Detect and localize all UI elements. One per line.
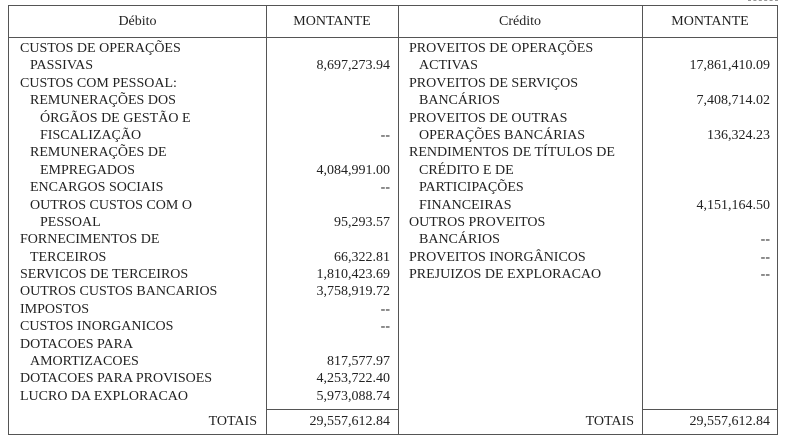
debit-totals-value: 29,557,612.84	[309, 414, 390, 429]
debit-item-label: CUSTOS INORGANICOS	[20, 319, 174, 335]
debit-item-label: PASSIVAS	[30, 58, 94, 74]
debit-item-label: LUCRO DA EXPLORACAO	[20, 388, 189, 404]
spacer	[266, 110, 390, 127]
debit-item-amount: --	[380, 301, 390, 317]
debit-labels	[9, 40, 266, 405]
profit-loss-table	[8, 5, 778, 435]
debit-item-label: FORNECIMENTOS DE	[20, 232, 160, 248]
credit-item-label: BANCÁRIOS	[419, 93, 500, 109]
spacer	[266, 336, 390, 353]
debit-item-amount: 4,253,722.40	[316, 371, 390, 387]
credit-item-label: BANCÁRIOS	[419, 232, 500, 248]
debit-item-label: OUTROS CUSTOS COM O	[30, 197, 192, 213]
debit-item-label: FISCALIZAÇÃO	[40, 127, 142, 143]
scan-mark	[748, 0, 778, 1]
spacer	[266, 40, 390, 57]
spacer	[642, 75, 770, 92]
spacer	[266, 231, 390, 248]
credit-item-label: PROVEITOS DE OUTRAS	[409, 110, 568, 126]
debit-item-label: IMPOSTOS	[20, 301, 89, 317]
debit-item-amount: 66,322.81	[334, 249, 390, 265]
credit-item-amount: 136,324.23	[707, 127, 770, 143]
credit-item-amount: --	[760, 249, 770, 265]
debit-item-label: ENCARGOS SOCIAIS	[30, 180, 164, 196]
debit-item-label: ÓRGÃOS DE GESTÃO E	[40, 110, 191, 126]
debit-item-label: OUTROS CUSTOS BANCARIOS	[20, 284, 218, 300]
header-credit-amount: MONTANTE	[671, 14, 749, 29]
header-debit: Débito	[118, 14, 157, 29]
credit-item-amount: 17,861,410.09	[689, 58, 770, 74]
debit-item-amount: --	[380, 319, 390, 335]
header-credit: Crédito	[499, 14, 541, 29]
debit-item-label: REMUNERAÇÕES DE	[30, 145, 167, 161]
spacer	[642, 110, 770, 127]
debit-item-label: TERCEIROS	[30, 249, 107, 265]
credit-item-label: PROVEITOS INORGÂNICOS	[409, 249, 586, 265]
spacer	[266, 92, 390, 109]
debit-item-amount: 3,758,919.72	[316, 284, 390, 300]
debit-item-amount: 1,810,423.69	[316, 267, 390, 283]
credit-labels	[398, 40, 642, 283]
spacer	[642, 144, 770, 161]
debit-item-label: PESSOAL	[40, 214, 101, 230]
debit-item-label: SERVICOS DE TERCEIROS	[20, 267, 189, 283]
credit-item-label: OUTROS PROVEITOS	[409, 214, 546, 230]
debit-item-amount: 817,577.97	[327, 354, 390, 370]
credit-item-amount: --	[760, 232, 770, 248]
spacer	[642, 179, 770, 196]
credit-totals-label: TOTAIS	[585, 414, 634, 429]
debit-item-label: DOTACOES PARA PROVISOES	[20, 371, 213, 387]
header-debit-amount: MONTANTE	[293, 14, 371, 29]
credit-item-amount: 4,151,164.50	[696, 197, 770, 213]
credit-item-amount: 7,408,714.02	[696, 93, 770, 109]
credit-item-label: PROVEITOS DE SERVIÇOS	[409, 75, 578, 91]
debit-item-amount: 95,293.57	[334, 214, 390, 230]
debit-item-amount: 5,973,088.74	[316, 388, 390, 404]
header-divider	[9, 37, 777, 38]
spacer	[266, 144, 390, 161]
credit-amounts	[642, 40, 770, 283]
debit-item-amount: --	[380, 180, 390, 196]
debit-item-label: CUSTOS DE OPERAÇÕES	[20, 41, 181, 56]
debit-amounts	[266, 40, 390, 405]
credit-item-label: OPERAÇÕES BANCÁRIAS	[419, 127, 586, 143]
debit-item-amount	[266, 75, 390, 92]
debit-item-label: DOTACOES PARA	[20, 336, 134, 352]
spacer	[642, 162, 770, 179]
credit-item-label: FINANCEIRAS	[419, 197, 512, 213]
spacer	[642, 214, 770, 231]
credit-item-label: PROVEITOS DE OPERAÇÕES	[409, 41, 594, 56]
debit-totals-label: TOTAIS	[208, 414, 257, 429]
debit-item-amount: 4,084,991.00	[316, 162, 390, 178]
debit-item-label: EMPREGADOS	[40, 162, 135, 178]
spacer	[266, 197, 390, 214]
credit-item-label: CRÉDITO E DE	[419, 162, 514, 178]
debit-item-label: REMUNERAÇÕES DOS	[30, 93, 176, 109]
debit-item-label: CUSTOS COM PESSOAL:	[20, 75, 177, 91]
debit-item-label: AMORTIZACOES	[30, 354, 139, 370]
credit-item-label: PARTICIPAÇÕES	[419, 180, 524, 196]
credit-item-label: ACTIVAS	[419, 58, 478, 74]
debit-item-amount: --	[380, 127, 390, 143]
credit-item-label: RENDIMENTOS DE TÍTULOS DE	[409, 145, 615, 161]
debit-item-amount: 8,697,273.94	[316, 58, 390, 74]
credit-totals-value: 29,557,612.84	[689, 414, 770, 429]
credit-item-label: PREJUIZOS DE EXPLORACAO	[409, 267, 602, 283]
credit-item-amount: --	[760, 267, 770, 283]
spacer	[642, 40, 770, 57]
